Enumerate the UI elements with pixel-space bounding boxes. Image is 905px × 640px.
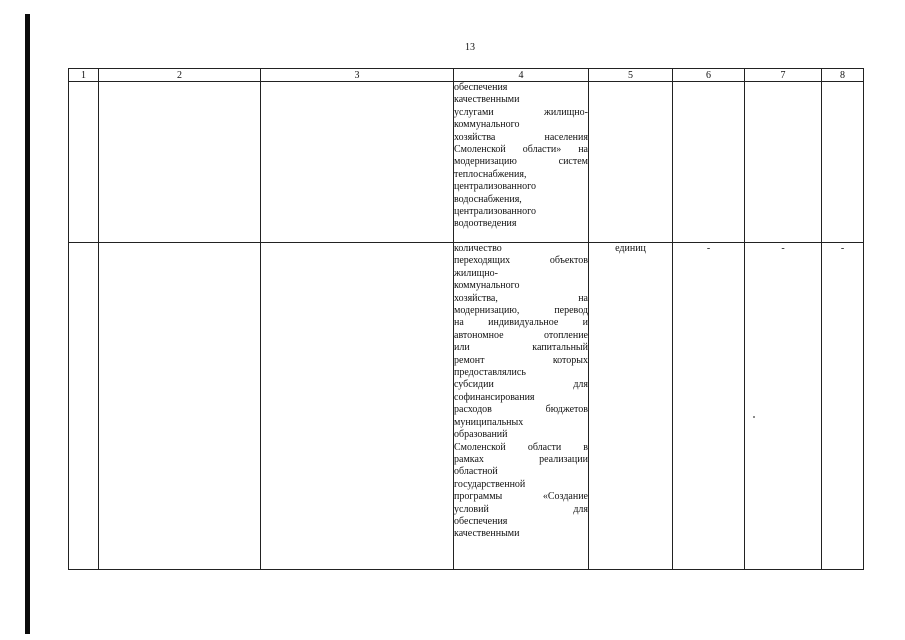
value-cell xyxy=(673,82,745,243)
description-line: автономное отопление xyxy=(454,329,588,341)
description-line: централизованного xyxy=(454,206,536,218)
column-header: 3 xyxy=(261,69,454,82)
description-line: жилищно- xyxy=(454,267,498,279)
description-line: централизованного xyxy=(454,181,536,193)
column-header: 8 xyxy=(822,69,864,82)
description-line: модернизацию систем xyxy=(454,156,588,168)
value-cell xyxy=(745,82,822,243)
description-line: образований xyxy=(454,429,508,441)
value-cell: - xyxy=(745,243,822,570)
description-line: качественными xyxy=(454,528,520,540)
description-line: предоставлялись xyxy=(454,367,526,379)
description-line: условий для xyxy=(454,503,588,515)
description-line: ремонт которых xyxy=(454,354,588,366)
description-line: государственной xyxy=(454,478,526,490)
description-line: услугами жилищно- xyxy=(454,106,588,118)
description-line: модернизацию, перевод xyxy=(454,305,588,317)
column-header: 1 xyxy=(69,69,99,82)
column-header: 2 xyxy=(99,69,261,82)
table-row xyxy=(69,243,864,570)
table-cell xyxy=(261,82,454,243)
description-line: хозяйства населения xyxy=(454,131,588,143)
description-line: коммунального xyxy=(454,280,520,292)
description-line: коммунального xyxy=(454,119,520,131)
description-line: муниципальных xyxy=(454,416,524,428)
value-cell: - xyxy=(822,243,864,570)
value-cell: - xyxy=(673,243,745,570)
scan-edge-bar xyxy=(25,14,30,634)
column-header: 5 xyxy=(589,69,673,82)
page-number: 13 xyxy=(465,42,475,53)
description-line: качественными xyxy=(454,94,520,106)
description-line: расходов бюджетов xyxy=(454,404,588,416)
value-cell xyxy=(822,82,864,243)
scan-speck xyxy=(753,416,755,418)
description-line: обеспечения xyxy=(454,515,508,527)
description-line: Смоленской области» на xyxy=(454,144,588,156)
description-line: на индивидуальное и xyxy=(454,317,588,329)
description-line: хозяйства, на xyxy=(454,292,588,304)
table-cell xyxy=(69,243,99,570)
column-header: 7 xyxy=(745,69,822,82)
table-cell xyxy=(99,82,261,243)
unit-cell xyxy=(589,82,673,243)
table-cell xyxy=(69,82,99,243)
description-line: программы «Создание xyxy=(454,491,588,503)
description-line: водоотведения xyxy=(454,218,517,230)
description-line: теплоснабжения, xyxy=(454,168,527,180)
description-line: или капитальный xyxy=(454,342,588,354)
column-header: 6 xyxy=(673,69,745,82)
table-cell xyxy=(261,243,454,570)
indicator-description-cell xyxy=(454,82,589,243)
description-line: обеспечения xyxy=(454,82,508,93)
description-line: переходящих объектов xyxy=(454,255,588,267)
description-line: Смоленской области в xyxy=(454,441,588,453)
column-header: 4 xyxy=(454,69,589,82)
description-line: областной xyxy=(454,466,498,478)
table-cell xyxy=(99,243,261,570)
table-header-row xyxy=(69,69,864,82)
description-line: водоснабжения, xyxy=(454,193,522,205)
indicator-description-cell xyxy=(454,243,589,570)
description-line: рамках реализации xyxy=(454,453,588,465)
unit-cell: единиц xyxy=(589,243,673,570)
description-line: количество xyxy=(454,243,502,254)
table-row xyxy=(69,82,864,243)
description-line: субсидии для xyxy=(454,379,588,391)
indicator-table xyxy=(68,68,864,570)
description-line: софинансирования xyxy=(454,391,535,403)
